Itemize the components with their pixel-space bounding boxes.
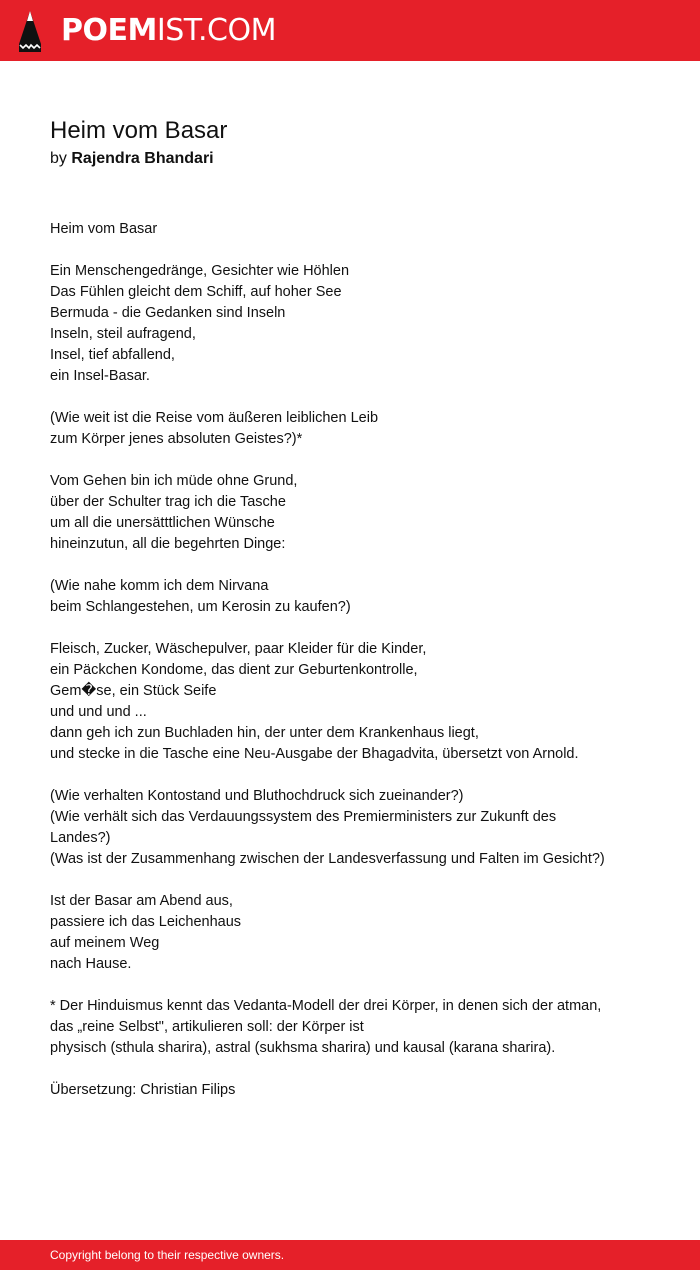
byline xyxy=(50,148,227,170)
site-header xyxy=(0,0,700,61)
site-footer xyxy=(0,1240,700,1270)
logo-rest-part: IST.COM xyxy=(156,13,276,48)
poem-title: Heim vom Basar xyxy=(50,117,228,144)
poem-header xyxy=(50,114,227,170)
author-link[interactable]: Rajendra Bhandari xyxy=(71,150,214,167)
pencil-icon xyxy=(18,10,42,52)
site-logo-link[interactable] xyxy=(18,9,276,53)
logo-bold-part: POEM xyxy=(61,13,157,48)
byline-prefix: by xyxy=(50,150,67,167)
poem-text: Heim vom Basar Ein Menschengedränge, Gesichter wie Höhlen Das Fühlen gleicht dem Schiff, auf hoher See Bermuda - die Gedanken sind Inseln Inseln, steil aufragend, Insel, tief abfallend, ein Insel-Basar. (Wie weit ist die Reise vom äußeren leiblichen Leib zum Körper jenes absoluten Geistes?)* Vom Gehen bin ich müde ohne Grund, über der Schulter trag ich die Tasche um all die unersätttlichen Wünsche hineinzutun, all die begehrten Dinge: (Wie nahe komm ich dem Nirvana beim Schlangestehen, um Kerosin zu kaufen?) Fleisch, Zucker, Wäschepulver, paar Kleider für die Kinder, ein Päckchen Kondome, das dient zur Geburtenkontrolle, Gem�se, ein Stück Seife und und und ... dann geh ich zun Buchladen hin, der unter dem Krankenhaus liegt, und stecke in die Tasche eine Neu-Ausgabe der Bhagadvita, übersetzt von Arnold. (Wie verhalten Kontostand und Bluthochdruck sich zueinander?) (Wie verhält sich das Verdauungssystem des Premierministers zur Zukunft des Landes?) (Was ist der Zusammenhang zwischen der Landesverfassung und Falten im Gesicht?) Ist der Basar am Abend aus, passiere ich das Leichenhaus auf meinem Weg nach Hause. * Der Hinduismus kennt das Vedanta-Modell der drei Körper, in denen sich der atman, das „reine Selbst", artikulieren soll: der Körper ist physisch (sthula sharira), astral (sukhsma sharira) und kausal (karana sharira). Übersetzung: Christian Filips xyxy=(50,221,605,1098)
site-logo-text xyxy=(61,9,276,53)
copyright-notice: Copyright belong to their respective owners. xyxy=(50,1248,285,1262)
